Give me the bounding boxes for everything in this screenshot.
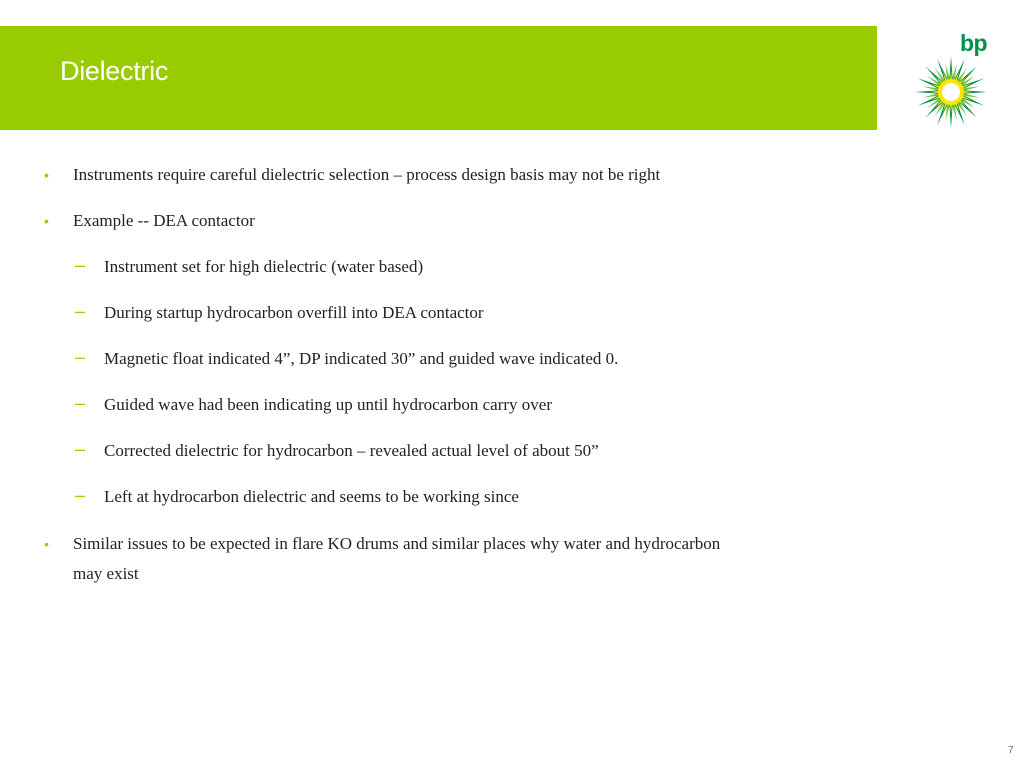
dash-icon: – [75, 393, 86, 413]
bullet-item-line-2: may exist [73, 564, 139, 583]
dash-icon: – [75, 255, 86, 275]
bp-logo-text: bp [960, 30, 988, 56]
dash-icon: – [75, 485, 86, 505]
dash-icon: – [75, 301, 86, 321]
bullet-icon: • [44, 213, 49, 229]
bullet-item: Example -- DEA contactor [73, 211, 255, 230]
sub-bullet-item: Left at hydrocarbon dielectric and seems to be working since [104, 487, 519, 506]
dash-icon: – [75, 347, 86, 367]
page-number: 7 [1008, 745, 1014, 756]
slide-title: Dielectric [60, 56, 169, 86]
sub-bullet-item: Magnetic float indicated 4”, DP indicated 30” and guided wave indicated 0. [104, 349, 619, 368]
sub-bullet-item: Instrument set for high dielectric (water based) [104, 257, 424, 276]
bullet-icon: • [44, 536, 49, 552]
dash-icon: – [75, 439, 86, 459]
bullet-item-line-1: Similar issues to be expected in flare KO drums and similar places why water and hydrocarbon [73, 534, 721, 553]
bullet-icon: • [44, 167, 49, 183]
sub-bullet-item: During startup hydrocarbon overfill into DEA contactor [104, 303, 484, 322]
bullet-item: Instruments require careful dielectric selection – process design basis may not be right [73, 165, 661, 184]
sub-bullet-item: Corrected dielectric for hydrocarbon – revealed actual level of about 50” [104, 441, 599, 460]
sub-bullet-item: Guided wave had been indicating up until hydrocarbon carry over [104, 395, 552, 414]
